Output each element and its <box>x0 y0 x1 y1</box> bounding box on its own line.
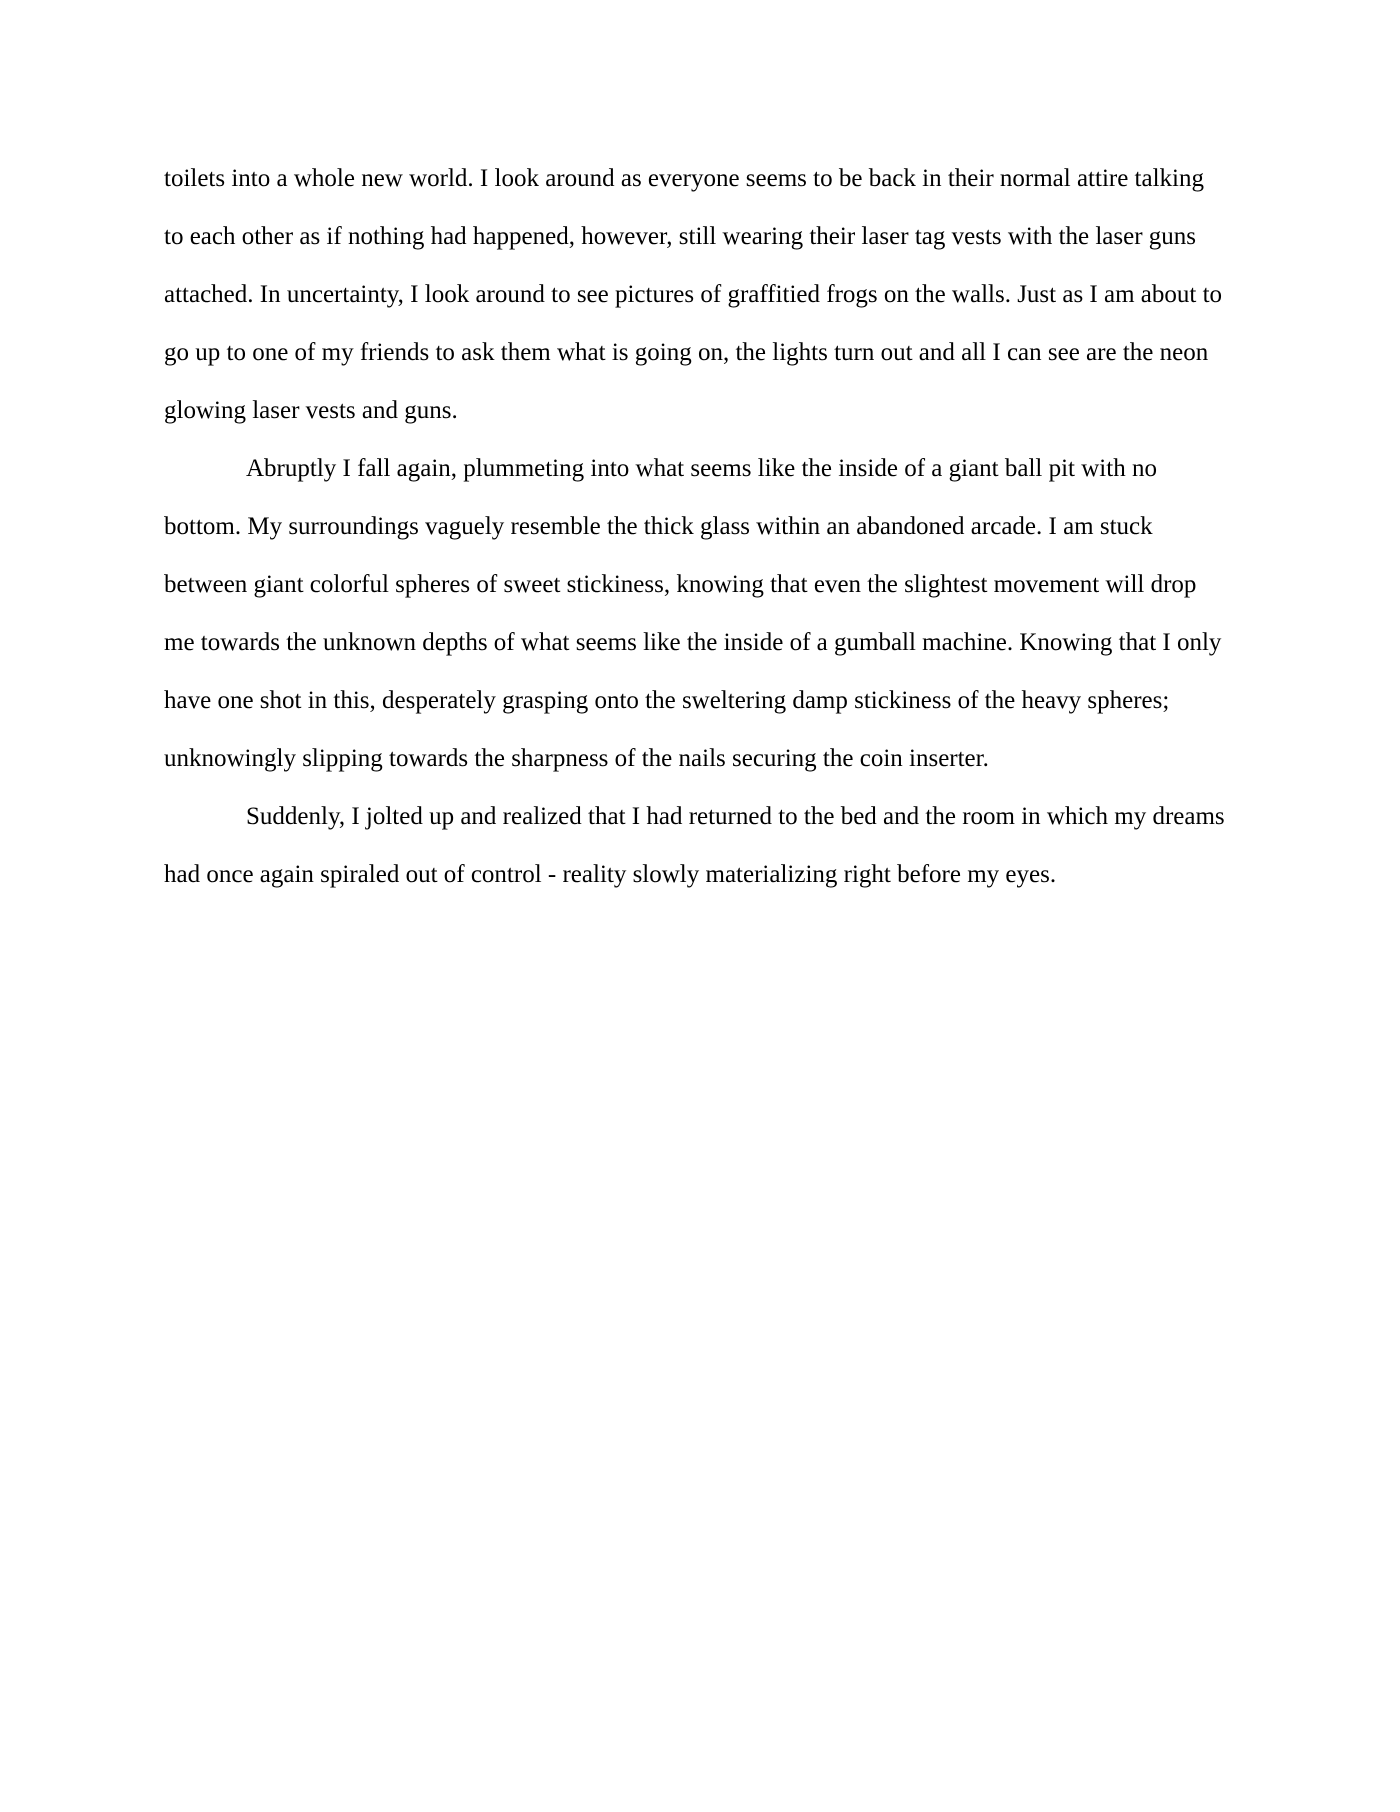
paragraph-start-line: Abruptly I fall again, plummeting into what seems like the inside of a giant ball pit with no <box>246 455 1157 482</box>
text-line: to each other as if nothing had happened, however, still wearing their laser tag vests with the laser guns <box>164 223 1197 250</box>
text-line: glowing laser vests and guns. <box>164 397 458 424</box>
text-line: bottom. My surroundings vaguely resemble the thick glass within an abandoned arcade. I am stuck <box>164 513 1153 540</box>
text-line: unknowingly slipping towards the sharpness of the nails securing the coin inserter. <box>164 745 989 772</box>
text-line: toilets into a whole new world. I look around as everyone seems to be back in their normal attire talking <box>164 165 1204 192</box>
text-line: have one shot in this, desperately grasping onto the sweltering damp stickiness of the heavy spheres; <box>164 687 1170 714</box>
text-line: go up to one of my friends to ask them what is going on, the lights turn out and all I can see are the neon <box>164 339 1209 366</box>
text-line: had once again spiraled out of control - reality slowly materializing right before my eyes. <box>164 861 1057 888</box>
text-line: between giant colorful spheres of sweet stickiness, knowing that even the slightest movement will drop <box>164 571 1197 598</box>
body-text <box>164 156 1240 910</box>
text-line: me towards the unknown depths of what seems like the inside of a gumball machine. Knowing that I only <box>164 629 1222 656</box>
paragraph-start-line: Suddenly, I jolted up and realized that I had returned to the bed and the room in which my dreams <box>246 803 1225 830</box>
text-line: attached. In uncertainty, I look around to see pictures of graffitied frogs on the walls. Just as I am about to <box>164 281 1223 308</box>
